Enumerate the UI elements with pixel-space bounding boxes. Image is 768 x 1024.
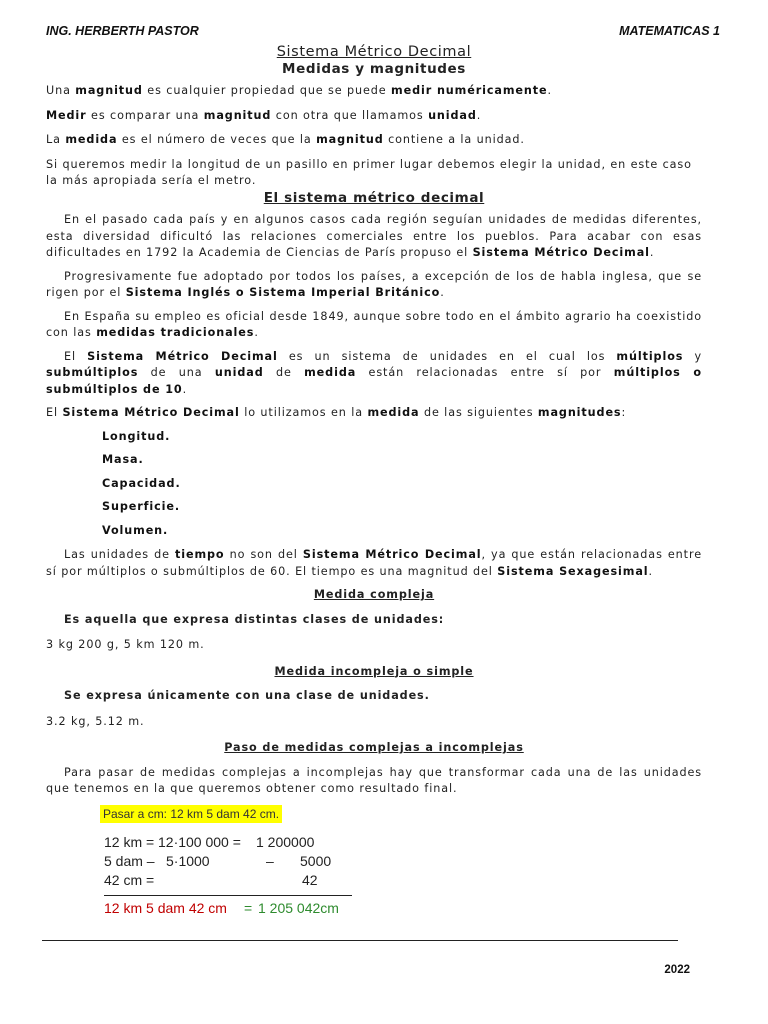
highlighted-exercise: Pasar a cm: 12 km 5 dam 42 cm. (100, 805, 282, 824)
example-incompleja: 3.2 kg, 5.12 m. (46, 714, 145, 728)
paragraph-espana: En España su empleo es oficial desde 1849, aunque sobre todo en el ámbito agrario ha coexistido con las medidas tradicionales. (46, 309, 702, 339)
magnitudes-list (102, 429, 702, 540)
paragraph-progresivamente: Progresivamente fue adoptado por todos los países, a excepción de los de habla inglesa, que se rigen por el Sistema Inglés o Sistema Imperial Británico. (46, 269, 702, 299)
calc-sum-line (104, 895, 352, 896)
paragraph-magnitudes: El Sistema Métrico Decimal lo utilizamos en la medida de las siguientes magnitudes: (46, 406, 627, 419)
footer-year: 2022 (664, 964, 690, 976)
document-body (46, 44, 702, 823)
calc-result-value: 1 205 042cm (258, 900, 339, 916)
calc-result (104, 898, 352, 918)
page-title: Sistema Métrico Decimal (276, 44, 472, 60)
calc-value: 42 (302, 872, 318, 888)
subheading-compleja: Medida compleja (313, 588, 435, 601)
example-compleja: 3 kg 200 g, 5 km 120 m. (46, 638, 205, 651)
subheading-paso: Paso de medidas complejas a incomplejas (224, 741, 524, 754)
calc-eq: – (266, 853, 274, 869)
footer-divider (42, 940, 678, 941)
paragraph-definicion-smd: El Sistema Métrico Decimal es un sistema de unidades en el cual los múltiplos y submúltiplos de una unidad de medida están relacionadas entre sí por múltiplos o submúltiplos de 10. (46, 349, 703, 396)
calc-label: 42 cm = (104, 872, 155, 888)
list-item: Capacidad. (102, 476, 181, 490)
paragraph-paso: Para pasar de medidas complejas a incomplejas hay que transformar cada una de las unidades que tenemos en la que queremos obtener como resultado final. (46, 765, 702, 795)
calc-result-eq: = (244, 900, 253, 916)
list-item: Volumen. (102, 523, 169, 537)
calc-row-km (104, 834, 352, 853)
paragraph-pasillo: Si queremos medir la longitud de un pasillo en primer lugar debemos elegir la unidad, en este caso la más apropiada sería el metro. (46, 157, 692, 187)
calc-label: 12 km = (104, 834, 155, 850)
paragraph-medida: La medida es el número de veces que la magnitud contiene a la unidad. (46, 133, 525, 146)
list-item: Longitud. (102, 429, 171, 443)
paragraph-medir: Medir es comparar una magnitud con otra que llamamos unidad. (46, 108, 482, 122)
highlight-wrapper (46, 805, 702, 824)
list-item: Masa. (102, 453, 144, 466)
paragraph-magnitud: Una magnitud es cualquier propiedad que se puede medir numéricamente. (46, 84, 552, 97)
header-author: ING. HERBERTH PASTOR (46, 24, 199, 38)
list-item: Superficie. (102, 500, 181, 513)
calc-row-dam (104, 853, 352, 872)
calc-expr: 5·1000 (166, 853, 210, 869)
definition-incompleja: Se expresa únicamente con una clase de unidades. (64, 689, 430, 702)
subheading-incompleja: Medida incompleja o simple (274, 664, 474, 678)
definition-compleja: Es aquella que expresa distintas clases de unidades: (64, 612, 445, 626)
section-title-sistema: El sistema métrico decimal (263, 189, 485, 206)
conversion-calculation (104, 834, 352, 918)
paragraph-pasado: En el pasado cada país y en algunos casos cada región seguían unidades de medidas diferentes, esta diversidad dificultó las relaciones comerciales entre los pueblos. Para acabar con esas dificultades en 1792 la Academia de Ciencias de París propuso el Sistema Métrico Decimal. (46, 213, 702, 259)
calc-result-left: 12 km 5 dam 42 cm (104, 900, 227, 916)
calc-value: 5000 (300, 853, 332, 869)
header-course: MATEMATICAS 1 (619, 24, 720, 38)
calc-value: 1 200000 (256, 834, 315, 850)
calc-label: 5 dam – (104, 853, 155, 869)
calc-row-cm (104, 872, 352, 891)
calc-expr: 12·100 000 = (158, 834, 241, 850)
paragraph-tiempo: Las unidades de tiempo no son del Sistema Métrico Decimal, ya que están relacionadas entre sí por múltiplos o submúltiplos de 60. El tiempo es una magnitud del Sistema Sexagesimal. (46, 548, 702, 578)
subtitle: Medidas y magnitudes (282, 60, 466, 77)
